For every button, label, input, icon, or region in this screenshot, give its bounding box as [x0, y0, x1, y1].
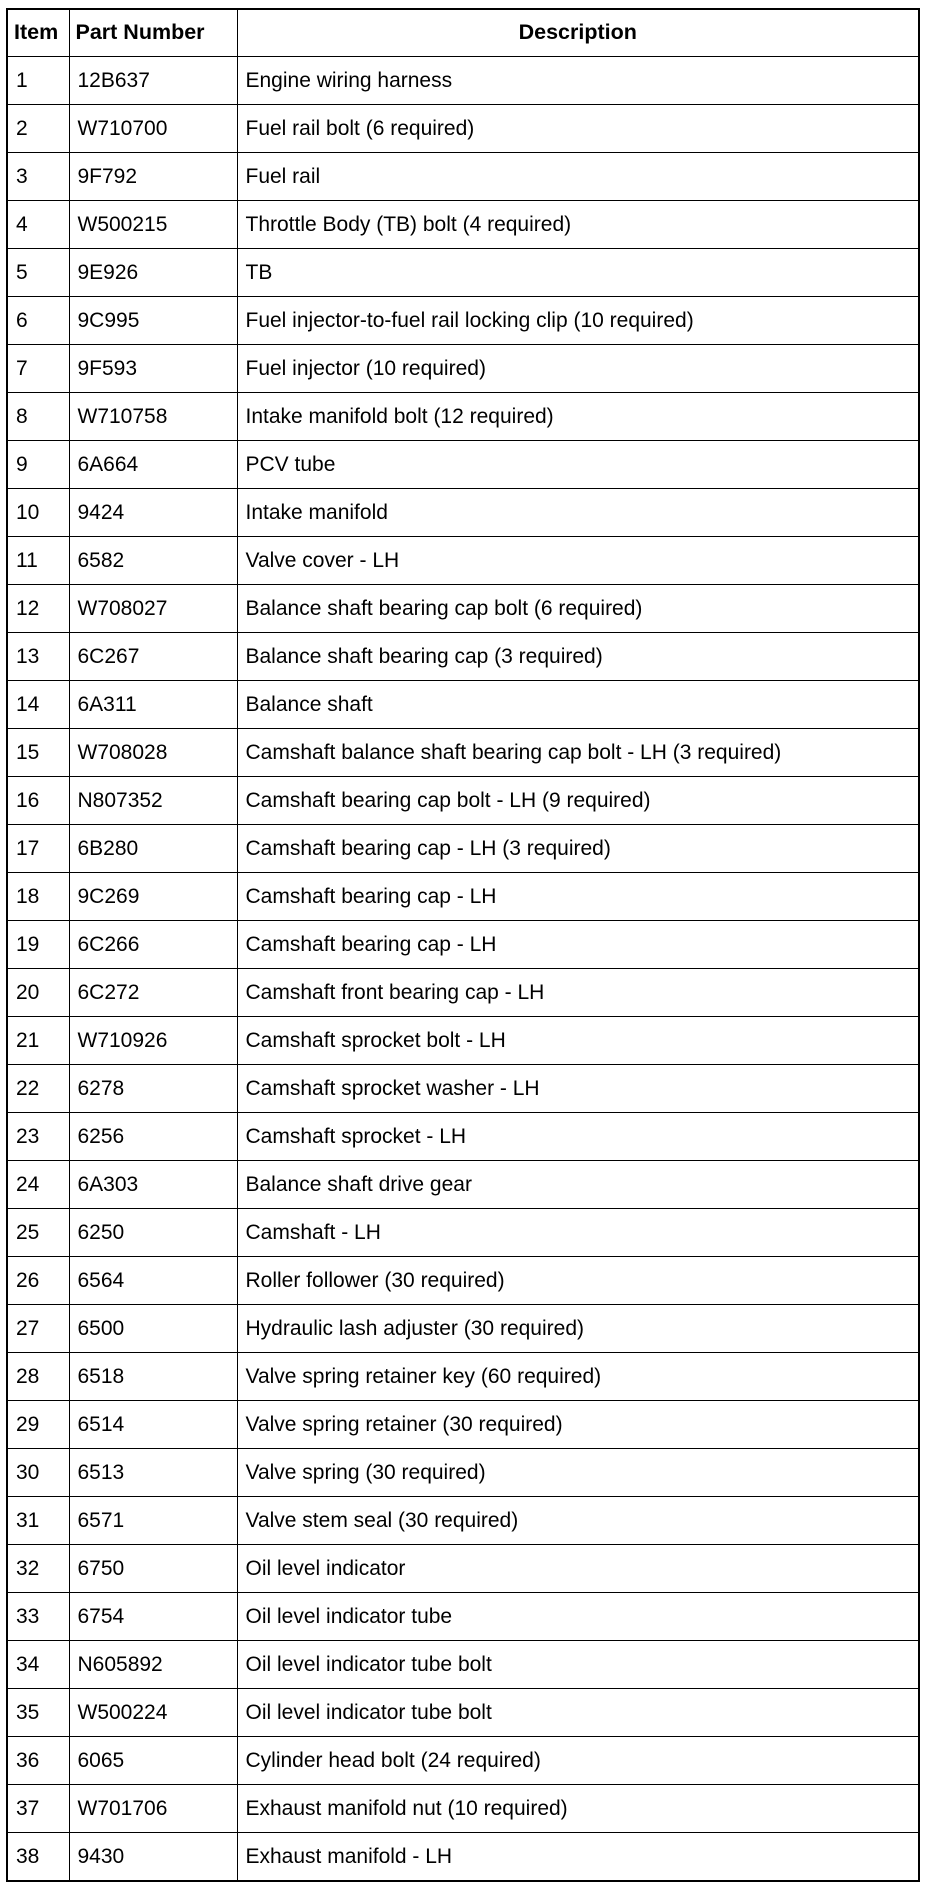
description-cell: Intake manifold bolt (12 required) [237, 393, 919, 441]
table-row [7, 1113, 919, 1161]
item-cell: 32 [7, 1545, 69, 1593]
item-cell: 9 [7, 441, 69, 489]
table-row [7, 201, 919, 249]
table-row [7, 777, 919, 825]
item-cell: 30 [7, 1449, 69, 1497]
table-row [7, 1161, 919, 1209]
part-number-cell: 6256 [69, 1113, 237, 1161]
item-cell: 23 [7, 1113, 69, 1161]
item-cell: 22 [7, 1065, 69, 1113]
part-number-cell: 6250 [69, 1209, 237, 1257]
part-number-cell: 6A303 [69, 1161, 237, 1209]
part-number-cell: 6A311 [69, 681, 237, 729]
item-cell: 36 [7, 1737, 69, 1785]
table-row [7, 1545, 919, 1593]
part-number-cell: W500215 [69, 201, 237, 249]
part-number-cell: 9E926 [69, 249, 237, 297]
part-number-cell: 6C272 [69, 969, 237, 1017]
description-cell: Camshaft front bearing cap - LH [237, 969, 919, 1017]
table-row [7, 1257, 919, 1305]
item-cell: 28 [7, 1353, 69, 1401]
item-cell: 7 [7, 345, 69, 393]
table-row [7, 1641, 919, 1689]
item-cell: 5 [7, 249, 69, 297]
item-cell: 12 [7, 585, 69, 633]
part-number-cell: 9F593 [69, 345, 237, 393]
item-cell: 31 [7, 1497, 69, 1545]
part-number-cell: 6513 [69, 1449, 237, 1497]
description-cell: Oil level indicator tube [237, 1593, 919, 1641]
description-cell: TB [237, 249, 919, 297]
description-cell: Roller follower (30 required) [237, 1257, 919, 1305]
description-cell: Camshaft sprocket washer - LH [237, 1065, 919, 1113]
description-cell: Intake manifold [237, 489, 919, 537]
item-cell: 1 [7, 57, 69, 105]
description-cell: Exhaust manifold nut (10 required) [237, 1785, 919, 1833]
part-number-cell: 9F792 [69, 153, 237, 201]
table-row [7, 441, 919, 489]
item-cell: 21 [7, 1017, 69, 1065]
description-cell: Balance shaft bearing cap (3 required) [237, 633, 919, 681]
table-row [7, 825, 919, 873]
item-cell: 26 [7, 1257, 69, 1305]
item-cell: 25 [7, 1209, 69, 1257]
part-number-cell: N605892 [69, 1641, 237, 1689]
table-row [7, 1401, 919, 1449]
item-cell: 17 [7, 825, 69, 873]
table-header [7, 9, 919, 57]
table-row [7, 681, 919, 729]
part-number-cell: 12B637 [69, 57, 237, 105]
item-cell: 15 [7, 729, 69, 777]
table-row [7, 1305, 919, 1353]
item-cell: 33 [7, 1593, 69, 1641]
part-number-cell: 9424 [69, 489, 237, 537]
table-row [7, 969, 919, 1017]
description-cell: PCV tube [237, 441, 919, 489]
table-row [7, 921, 919, 969]
table-row [7, 1833, 919, 1882]
description-cell: Fuel injector-to-fuel rail locking clip (10 required) [237, 297, 919, 345]
description-cell: Camshaft bearing cap - LH [237, 873, 919, 921]
part-number-cell: W710700 [69, 105, 237, 153]
item-cell: 24 [7, 1161, 69, 1209]
description-cell: Fuel rail [237, 153, 919, 201]
table-row [7, 297, 919, 345]
description-cell: Camshaft bearing cap bolt - LH (9 required) [237, 777, 919, 825]
table-row [7, 1017, 919, 1065]
item-cell: 27 [7, 1305, 69, 1353]
item-cell: 10 [7, 489, 69, 537]
column-header-description: Description [237, 9, 919, 57]
header-row [7, 9, 919, 57]
table-row [7, 537, 919, 585]
table-row [7, 1689, 919, 1737]
table-row [7, 1593, 919, 1641]
part-number-cell: 6564 [69, 1257, 237, 1305]
table-row [7, 1353, 919, 1401]
item-cell: 14 [7, 681, 69, 729]
description-cell: Valve spring retainer key (60 required) [237, 1353, 919, 1401]
description-cell: Throttle Body (TB) bolt (4 required) [237, 201, 919, 249]
description-cell: Camshaft bearing cap - LH [237, 921, 919, 969]
column-header-item: Item [7, 9, 69, 57]
item-cell: 16 [7, 777, 69, 825]
part-number-cell: 6518 [69, 1353, 237, 1401]
part-number-cell: 6C267 [69, 633, 237, 681]
description-cell: Camshaft sprocket - LH [237, 1113, 919, 1161]
part-number-cell: 6C266 [69, 921, 237, 969]
part-number-cell: 6514 [69, 1401, 237, 1449]
description-cell: Fuel injector (10 required) [237, 345, 919, 393]
part-number-cell: 6571 [69, 1497, 237, 1545]
table-row [7, 633, 919, 681]
parts-table [6, 8, 920, 1882]
part-number-cell: 6500 [69, 1305, 237, 1353]
item-cell: 6 [7, 297, 69, 345]
table-row [7, 585, 919, 633]
item-cell: 19 [7, 921, 69, 969]
description-cell: Hydraulic lash adjuster (30 required) [237, 1305, 919, 1353]
description-cell: Valve stem seal (30 required) [237, 1497, 919, 1545]
description-cell: Engine wiring harness [237, 57, 919, 105]
item-cell: 4 [7, 201, 69, 249]
item-cell: 13 [7, 633, 69, 681]
description-cell: Oil level indicator tube bolt [237, 1641, 919, 1689]
part-number-cell: W708027 [69, 585, 237, 633]
item-cell: 37 [7, 1785, 69, 1833]
part-number-cell: 6582 [69, 537, 237, 585]
description-cell: Valve spring retainer (30 required) [237, 1401, 919, 1449]
description-cell: Balance shaft bearing cap bolt (6 required) [237, 585, 919, 633]
description-cell: Cylinder head bolt (24 required) [237, 1737, 919, 1785]
item-cell: 34 [7, 1641, 69, 1689]
table-row [7, 1737, 919, 1785]
description-cell: Fuel rail bolt (6 required) [237, 105, 919, 153]
table-row [7, 873, 919, 921]
description-cell: Oil level indicator tube bolt [237, 1689, 919, 1737]
table-body [7, 57, 919, 1882]
table-row [7, 105, 919, 153]
column-header-part-number: Part Number [69, 9, 237, 57]
part-number-cell: 6750 [69, 1545, 237, 1593]
description-cell: Valve cover - LH [237, 537, 919, 585]
description-cell: Exhaust manifold - LH [237, 1833, 919, 1882]
item-cell: 35 [7, 1689, 69, 1737]
part-number-cell: W710758 [69, 393, 237, 441]
part-number-cell: W708028 [69, 729, 237, 777]
table-row [7, 249, 919, 297]
part-number-cell: 6278 [69, 1065, 237, 1113]
item-cell: 3 [7, 153, 69, 201]
item-cell: 8 [7, 393, 69, 441]
table-row [7, 393, 919, 441]
description-cell: Balance shaft [237, 681, 919, 729]
part-number-cell: 6065 [69, 1737, 237, 1785]
part-number-cell: 6B280 [69, 825, 237, 873]
part-number-cell: 9C995 [69, 297, 237, 345]
table-row [7, 1497, 919, 1545]
table-row [7, 1449, 919, 1497]
part-number-cell: W701706 [69, 1785, 237, 1833]
table-row [7, 1065, 919, 1113]
part-number-cell: W500224 [69, 1689, 237, 1737]
part-number-cell: 6754 [69, 1593, 237, 1641]
part-number-cell: N807352 [69, 777, 237, 825]
table-row [7, 729, 919, 777]
table-row [7, 1209, 919, 1257]
table-row [7, 489, 919, 537]
part-number-cell: 6A664 [69, 441, 237, 489]
table-row [7, 57, 919, 105]
part-number-cell: 9C269 [69, 873, 237, 921]
item-cell: 20 [7, 969, 69, 1017]
item-cell: 2 [7, 105, 69, 153]
description-cell: Camshaft sprocket bolt - LH [237, 1017, 919, 1065]
description-cell: Camshaft - LH [237, 1209, 919, 1257]
part-number-cell: 9430 [69, 1833, 237, 1882]
part-number-cell: W710926 [69, 1017, 237, 1065]
description-cell: Camshaft bearing cap - LH (3 required) [237, 825, 919, 873]
description-cell: Valve spring (30 required) [237, 1449, 919, 1497]
description-cell: Camshaft balance shaft bearing cap bolt - LH (3 required) [237, 729, 919, 777]
description-cell: Balance shaft drive gear [237, 1161, 919, 1209]
table-row [7, 1785, 919, 1833]
table-row [7, 153, 919, 201]
item-cell: 18 [7, 873, 69, 921]
item-cell: 38 [7, 1833, 69, 1882]
description-cell: Oil level indicator [237, 1545, 919, 1593]
table-row [7, 345, 919, 393]
item-cell: 11 [7, 537, 69, 585]
item-cell: 29 [7, 1401, 69, 1449]
